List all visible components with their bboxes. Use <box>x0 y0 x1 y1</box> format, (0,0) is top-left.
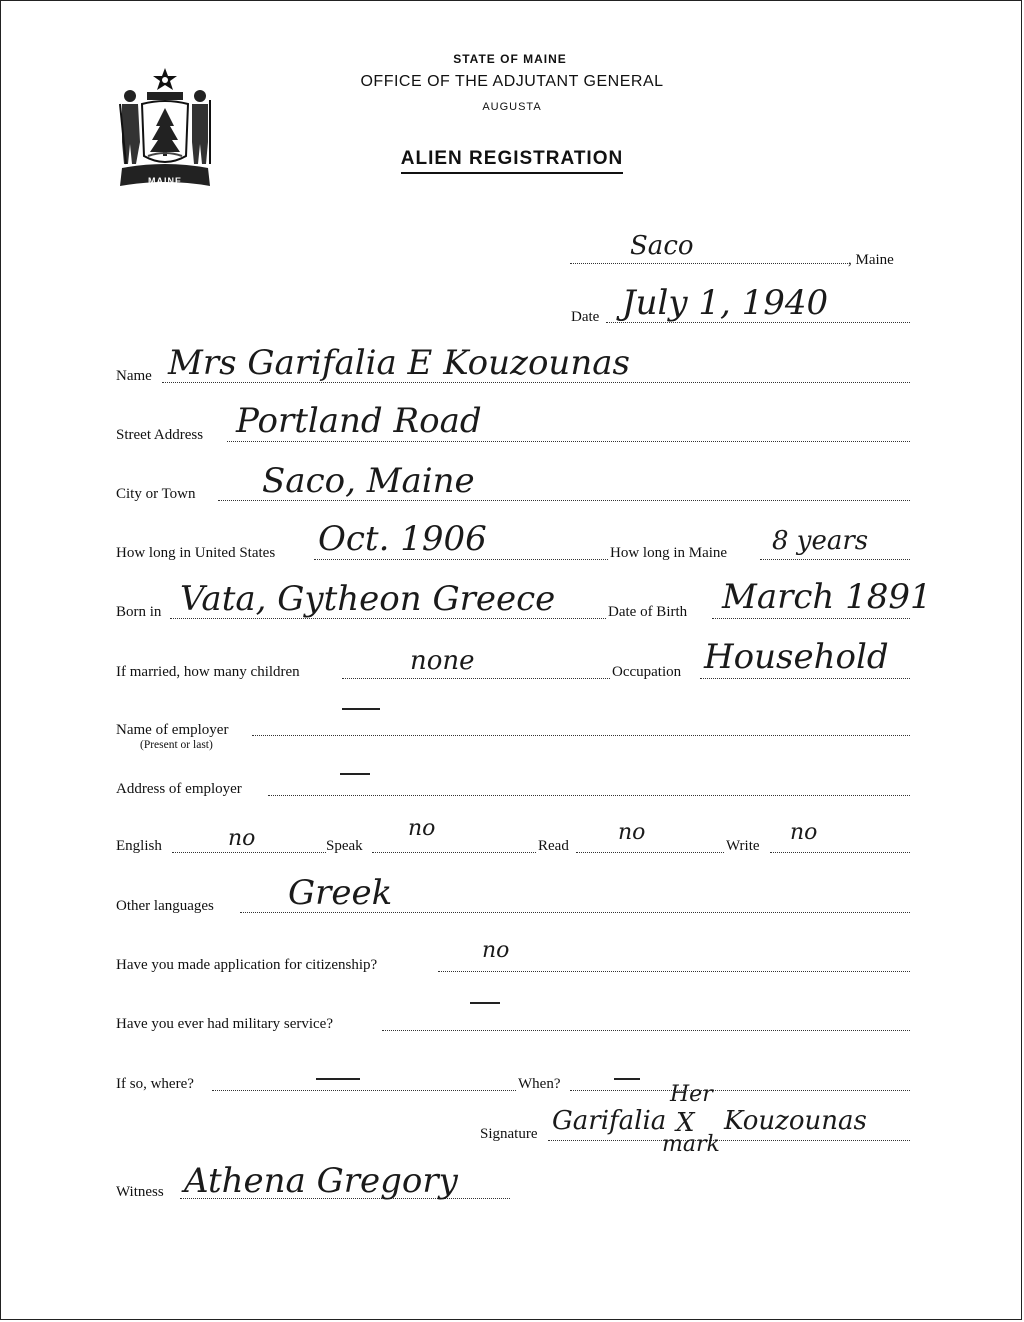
date-label: Date <box>571 309 600 325</box>
occupation-field-line <box>700 678 910 679</box>
employer-label: Name of employer <box>116 722 229 738</box>
speak-handwritten: no <box>408 816 436 841</box>
signature-mark-handwritten: mark <box>662 1132 720 1157</box>
employer-note: (Present or last) <box>140 739 213 751</box>
city-handwritten: Saco, Maine <box>262 461 475 501</box>
how-long-us-handwritten: Oct. 1906 <box>318 519 487 559</box>
street-field-line <box>227 441 910 442</box>
write-handwritten: no <box>790 820 818 845</box>
how-long-maine-label: How long in Maine <box>610 545 728 561</box>
occupation-label: Occupation <box>612 664 682 680</box>
children-label: If married, how many children <box>116 664 300 680</box>
speak-field-line <box>372 852 536 853</box>
witness-handwritten: Athena Gregory <box>184 1161 458 1201</box>
city-heading: AUGUSTA <box>482 101 542 113</box>
street-handwritten: Portland Road <box>236 401 482 441</box>
how-long-us-label: How long in United States <box>116 545 276 561</box>
street-label: Street Address <box>116 427 204 443</box>
employer-field-line <box>252 735 910 736</box>
employer-address-blank-dash <box>340 773 370 775</box>
how-long-maine-handwritten: 8 years <box>772 526 869 556</box>
date-of-birth-handwritten: March 1891 <box>722 577 932 617</box>
employer-address-field-line <box>268 795 910 796</box>
how-long-us-field-line <box>314 559 608 560</box>
read-field-line <box>576 852 724 853</box>
citizenship-field-line <box>438 971 910 972</box>
english-field-line <box>172 852 326 853</box>
name-handwritten: Mrs Garifalia E Kouzounas <box>168 343 630 383</box>
employer-address-label: Address of employer <box>116 781 242 797</box>
english-label: English <box>116 838 162 854</box>
when-blank-dash <box>614 1078 640 1080</box>
date-of-birth-label: Date of Birth <box>608 604 688 620</box>
if-so-where-field-line <box>212 1090 516 1091</box>
signature-field-line <box>548 1140 910 1141</box>
when-field-line <box>570 1090 910 1091</box>
office-heading: OFFICE OF THE ADJUTANT GENERAL <box>360 73 664 90</box>
town-field-line <box>570 263 848 264</box>
military-label: Have you ever had military service? <box>116 1016 333 1032</box>
occupation-handwritten: Household <box>704 637 889 677</box>
english-handwritten: no <box>228 826 256 851</box>
signature-last-handwritten: Kouzounas <box>724 1106 867 1136</box>
signature-label: Signature <box>480 1126 538 1142</box>
write-label: Write <box>726 838 760 854</box>
signature-first-handwritten: Garifalia <box>552 1106 667 1136</box>
speak-label: Speak <box>326 838 363 854</box>
town-handwritten: Saco <box>630 231 694 261</box>
name-label: Name <box>116 368 152 384</box>
children-field-line <box>342 678 610 679</box>
citizenship-handwritten: no <box>482 938 510 963</box>
witness-label: Witness <box>116 1184 164 1200</box>
signature-her-handwritten: Her <box>670 1082 713 1107</box>
signature-x-mark: X <box>676 1108 695 1138</box>
if-so-where-label: If so, where? <box>116 1076 194 1092</box>
military-blank-dash <box>470 1002 500 1004</box>
read-label: Read <box>538 838 569 854</box>
children-handwritten: none <box>410 646 475 676</box>
born-in-label: Born in <box>116 604 162 620</box>
military-field-line <box>382 1030 910 1031</box>
date-of-birth-field-line <box>712 618 910 619</box>
read-handwritten: no <box>618 820 646 845</box>
date-handwritten: July 1, 1940 <box>622 283 829 323</box>
where-blank-dash <box>316 1078 360 1080</box>
form-title-text: ALIEN REGISTRATION <box>401 148 623 174</box>
born-in-handwritten: Vata, Gytheon Greece <box>180 579 556 619</box>
how-long-maine-field-line <box>760 559 910 560</box>
city-label: City or Town <box>116 486 196 502</box>
citizenship-label: Have you made application for citizenship? <box>116 957 378 973</box>
seal-motto: MAINE <box>148 176 182 186</box>
state-heading: STATE OF MAINE <box>453 52 567 66</box>
write-field-line <box>770 852 910 853</box>
maine-label: , Maine <box>848 252 894 268</box>
when-label: When? <box>518 1076 561 1092</box>
other-languages-handwritten: Greek <box>288 873 393 913</box>
other-languages-label: Other languages <box>116 898 214 914</box>
employer-blank-dash <box>342 708 380 710</box>
maine-seal-icon <box>112 64 218 192</box>
